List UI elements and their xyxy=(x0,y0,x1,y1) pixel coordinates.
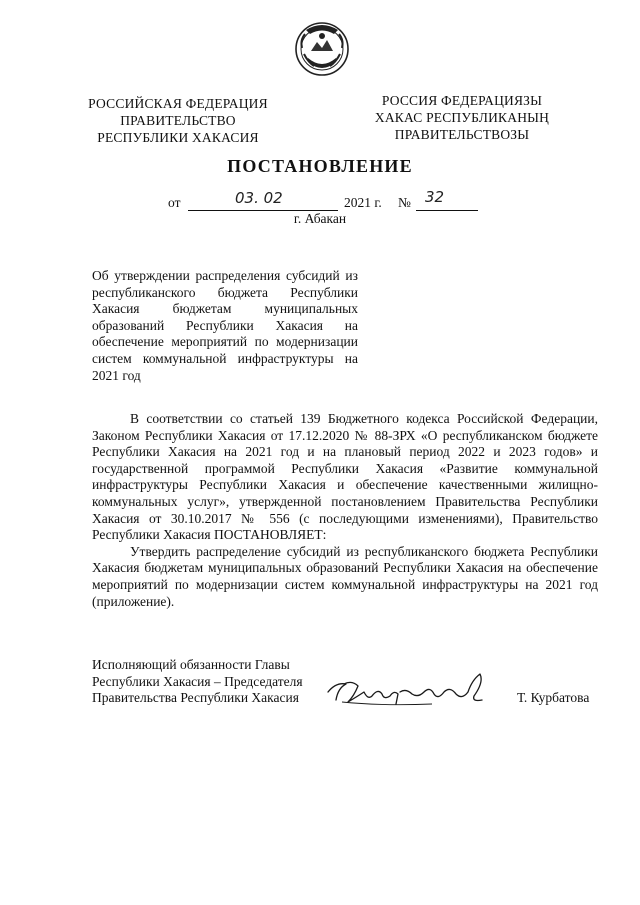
year-label: 2021 г. xyxy=(344,195,382,210)
document-subject: Об утверждении распределения субсидий из республиканского бюджета Республики Хакасия бюджетам муниципальных образований Республики Хакасия на обеспечение мероприятий по модернизации систем коммунальной инфраструктуры на 2021 год xyxy=(92,268,358,383)
signatory-position-line: Республики Хакасия – Председателя xyxy=(92,673,303,689)
header-right-line: ПРАВИТЕЛЬСТВОЗЫ xyxy=(394,127,530,142)
city-label: г. Абакан xyxy=(293,211,347,226)
signatory-name: Т. Курбатова xyxy=(517,690,590,705)
number-handwritten: 32 xyxy=(425,188,445,206)
date-handwritten: 03. 02 xyxy=(235,189,283,207)
body-paragraph: Утвердить распределение субсидий из республиканского бюджета Республики Хакасия бюджетам муниципальных образований Республики Хакасия на обеспечение мероприятий по модернизации систем коммунальной инфраструктуры на 2021 год (приложение). xyxy=(92,543,598,609)
body-paragraph: В соответствии со статьей 139 Бюджетного кодекса Российской Федерации, Законом Республики Хакасия от 17.12.2020 № 88-ЗРХ «О республиканском бюджете Республики Хакасия на 2021 год и на плановый период 2022 и 2023 годов» и государственной программой Республики Хакасия «Развитие коммунальной инфраструктуры Республики Хакасия и обеспечение качественными жилищно-коммунальных услуг», утвержденной постановлением Правительства Республики Хакасия от 30.10.2017 № 556 (с последующими изменениями), Правительство Республики Хакасия ПОСТАНОВЛЯЕТ: xyxy=(92,411,598,543)
document-title: ПОСТАНОВЛЕНИЕ xyxy=(227,156,413,176)
header-left xyxy=(78,95,278,146)
coat-of-arms-emblem xyxy=(292,18,352,78)
header-left-line: РЕСПУБЛИКИ ХАКАСИЯ xyxy=(97,130,259,145)
signatory-position xyxy=(92,657,303,707)
handwritten-signature xyxy=(322,666,497,716)
header-left-line: ПРАВИТЕЛЬСТВО xyxy=(120,113,236,128)
number-label: № xyxy=(398,195,411,210)
date-from-label: от xyxy=(168,195,181,210)
signatory-position-line: Исполняющий обязанности Главы xyxy=(92,657,290,672)
header-right-line: ХАКАС РЕСПУБЛИКАНЫҢ xyxy=(374,110,550,125)
header-right-line: РОССИЯ ФЕДЕРАЦИЯЗЫ xyxy=(381,93,543,108)
signatory-position-line: Правительства Республики Хакасия xyxy=(92,690,299,706)
header-right xyxy=(362,92,562,143)
header-left-line: РОССИЙСКАЯ ФЕДЕРАЦИЯ xyxy=(88,96,268,111)
document-body xyxy=(92,411,598,610)
